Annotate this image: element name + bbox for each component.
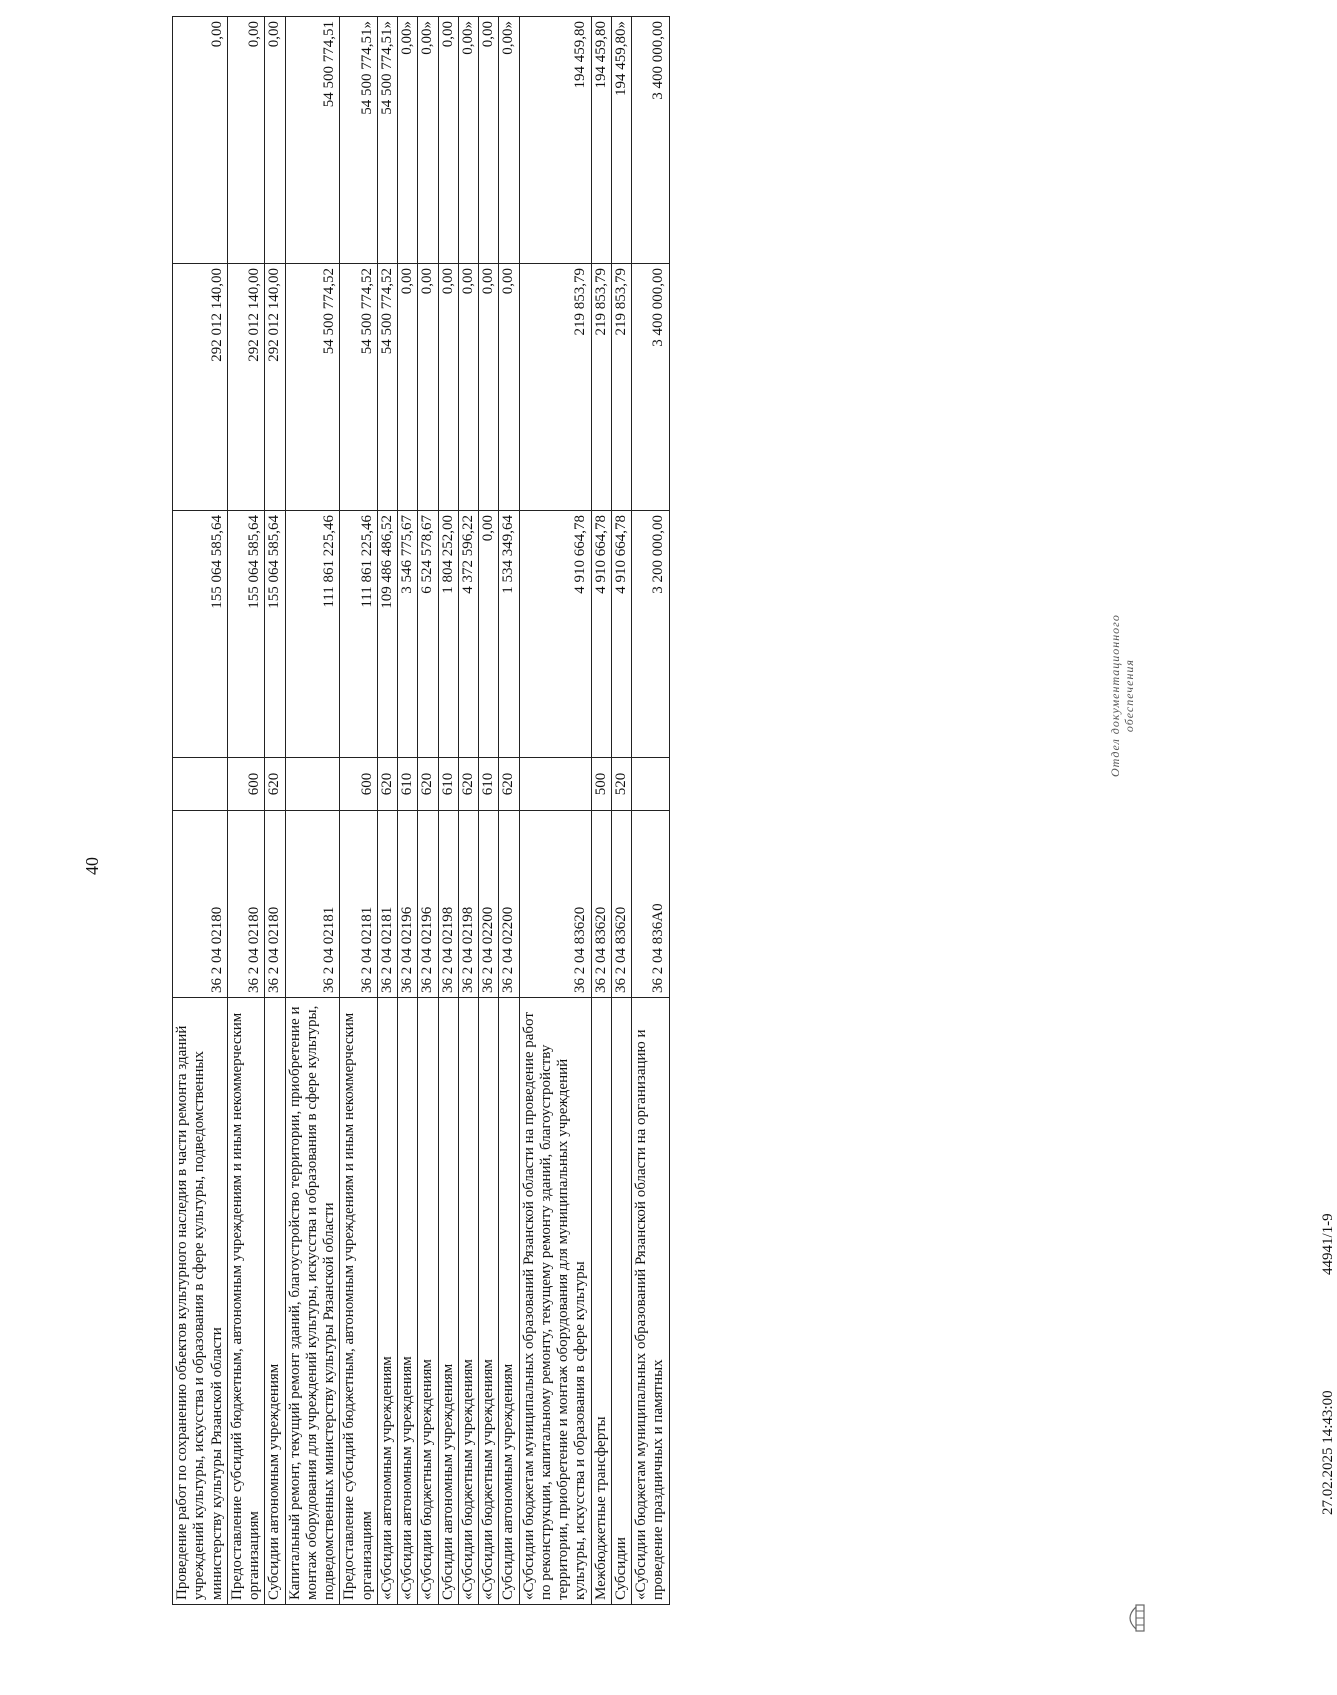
- row-name-cell: Субсидии: [611, 998, 631, 1605]
- department-stamp: [1108, 614, 1137, 777]
- row-value-3-cell: 3 400 000,00: [632, 17, 670, 264]
- row-value-2-cell: 219 853,79: [611, 264, 631, 511]
- row-type-cell: 610: [438, 758, 458, 811]
- row-value-3-cell: 194 459,80: [591, 17, 611, 264]
- row-value-1-cell: 6 524 578,67: [418, 511, 438, 758]
- row-value-1-cell: 111 861 225,46: [340, 511, 378, 758]
- row-name-cell: Предоставление субсидий бюджетным, автономным учреждениям и иным некоммерческим организациям: [340, 998, 378, 1605]
- row-type-cell: 600: [340, 758, 378, 811]
- row-value-1-cell: 4 910 664,78: [591, 511, 611, 758]
- row-code-cell: 36 2 04 02200: [479, 811, 499, 998]
- row-type-cell: 620: [418, 758, 438, 811]
- row-code-cell: 36 2 04 83620: [519, 811, 591, 998]
- row-type-cell: 620: [458, 758, 478, 811]
- row-value-1-cell: 111 861 225,46: [285, 511, 340, 758]
- row-value-2-cell: 0,00: [499, 264, 519, 511]
- row-code-cell: 36 2 04 02196: [418, 811, 438, 998]
- row-value-1-cell: 4 910 664,78: [611, 511, 631, 758]
- table-row: [377, 17, 397, 1605]
- row-value-1-cell: 3 200 000,00: [632, 511, 670, 758]
- row-value-1-cell: 3 546 775,67: [398, 511, 418, 758]
- table-row: [418, 17, 438, 1605]
- row-code-cell: 36 2 04 83620: [611, 811, 631, 998]
- emblem-icon: [1122, 1601, 1148, 1635]
- table-row: [519, 17, 591, 1605]
- row-value-1-cell: 1 804 252,00: [438, 511, 458, 758]
- row-type-cell: 620: [499, 758, 519, 811]
- row-value-3-cell: 0,00»: [458, 17, 478, 264]
- row-value-3-cell: 194 459,80: [519, 17, 591, 264]
- row-value-3-cell: 54 500 774,51»: [340, 17, 378, 264]
- row-value-1-cell: 4 910 664,78: [519, 511, 591, 758]
- table-row: [479, 17, 499, 1605]
- row-value-3-cell: 54 500 774,51: [285, 17, 340, 264]
- row-value-3-cell: 54 500 774,51»: [377, 17, 397, 264]
- table-row: [591, 17, 611, 1605]
- row-name-cell: «Субсидии бюджетам муниципальных образований Рязанской области на организацию и проведение праздничных и памятных: [632, 998, 670, 1605]
- row-type-cell: 500: [591, 758, 611, 811]
- row-code-cell: 36 2 04 02181: [377, 811, 397, 998]
- row-value-1-cell: 155 064 585,64: [265, 511, 285, 758]
- row-value-2-cell: 292 012 140,00: [173, 264, 228, 511]
- row-value-2-cell: 0,00: [418, 264, 438, 511]
- table-row: [632, 17, 670, 1605]
- stamp-line-1: Отдел документационного: [1108, 614, 1122, 777]
- table-row: [285, 17, 340, 1605]
- row-type-cell: 600: [227, 758, 265, 811]
- row-type-cell: 620: [377, 758, 397, 811]
- row-name-cell: «Субсидии бюджетным учреждениям: [479, 998, 499, 1605]
- table-row: [398, 17, 418, 1605]
- row-type-cell: 620: [265, 758, 285, 811]
- row-value-2-cell: 219 853,79: [519, 264, 591, 511]
- row-code-cell: 36 2 04 836А0: [632, 811, 670, 998]
- row-value-3-cell: 0,00: [438, 17, 458, 264]
- row-type-cell: [632, 758, 670, 811]
- row-value-1-cell: 0,00: [479, 511, 499, 758]
- row-type-cell: 610: [479, 758, 499, 811]
- row-value-3-cell: 0,00»: [398, 17, 418, 264]
- row-value-2-cell: 219 853,79: [591, 264, 611, 511]
- row-name-cell: «Субсидии автономным учреждениям: [398, 998, 418, 1605]
- row-name-cell: «Субсидии бюджетам муниципальных образований Рязанской области на проведение работ по реконструкции, капитальному ремонту, текущему ремонту зданий, благоустройству территории, приобретение и монтаж оборудования для муниципальных учреждений культуры, искусства и образования в сфере культуры: [519, 998, 591, 1605]
- row-type-cell: 520: [611, 758, 631, 811]
- row-value-3-cell: 0,00: [227, 17, 265, 264]
- stamp-line-2: обеспечения: [1122, 659, 1137, 733]
- table-row: [227, 17, 265, 1605]
- row-value-1-cell: 4 372 596,22: [458, 511, 478, 758]
- row-value-2-cell: 292 012 140,00: [227, 264, 265, 511]
- row-value-1-cell: 155 064 585,64: [173, 511, 228, 758]
- row-name-cell: Капитальный ремонт, текущий ремонт зданий, благоустройство территории, приобретение и монтаж оборудования для учреждений культуры, искусства и образования в сфере культуры, подведомственных министерству культуры Рязанской области: [285, 998, 340, 1605]
- row-value-2-cell: 0,00: [479, 264, 499, 511]
- row-value-3-cell: 0,00: [173, 17, 228, 264]
- row-name-cell: Субсидии автономным учреждениям: [265, 998, 285, 1605]
- row-name-cell: Межбюджетные трансферты: [591, 998, 611, 1605]
- row-code-cell: 36 2 04 83620: [591, 811, 611, 998]
- table-row: [265, 17, 285, 1605]
- row-name-cell: Предоставление субсидий бюджетным, автономным учреждениям и иным некоммерческим организациям: [227, 998, 265, 1605]
- row-code-cell: 36 2 04 02198: [438, 811, 458, 998]
- row-code-cell: 36 2 04 02198: [458, 811, 478, 998]
- row-value-3-cell: 194 459,80»: [611, 17, 631, 264]
- row-value-3-cell: 0,00: [265, 17, 285, 264]
- row-value-1-cell: 109 486 486,52: [377, 511, 397, 758]
- row-value-3-cell: 0,00: [479, 17, 499, 264]
- row-name-cell: Субсидии автономным учреждениям: [499, 998, 519, 1605]
- row-name-cell: «Субсидии бюджетным учреждениям: [418, 998, 438, 1605]
- footer-datetime: 27.02.2025 14:43:00: [1320, 1390, 1336, 1515]
- row-type-cell: [173, 758, 228, 811]
- row-code-cell: 36 2 04 02181: [340, 811, 378, 998]
- row-name-cell: Проведение работ по сохранению объектов культурного наследия в части ремонта зданий учреждений культуры, искусства и образования в сфере культуры, подведомственных министерству культуры Рязанской области: [173, 998, 228, 1605]
- row-value-2-cell: 292 012 140,00: [265, 264, 285, 511]
- table-row: [611, 17, 631, 1605]
- row-value-2-cell: 3 400 000,00: [632, 264, 670, 511]
- row-type-cell: 610: [398, 758, 418, 811]
- row-value-2-cell: 0,00: [398, 264, 418, 511]
- row-code-cell: 36 2 04 02180: [265, 811, 285, 998]
- row-code-cell: 36 2 04 02200: [499, 811, 519, 998]
- row-value-3-cell: 0,00»: [499, 17, 519, 264]
- row-code-cell: 36 2 04 02180: [173, 811, 228, 998]
- table-row: [438, 17, 458, 1605]
- row-name-cell: Субсидии автономным учреждениям: [438, 998, 458, 1605]
- row-value-1-cell: 1 534 349,64: [499, 511, 519, 758]
- row-value-3-cell: 0,00»: [418, 17, 438, 264]
- row-value-2-cell: 0,00: [458, 264, 478, 511]
- row-value-2-cell: 54 500 774,52: [340, 264, 378, 511]
- row-code-cell: 36 2 04 02180: [227, 811, 265, 998]
- page-number: 40: [82, 857, 102, 875]
- row-type-cell: [519, 758, 591, 811]
- budget-table: [172, 16, 670, 1605]
- row-value-2-cell: 54 500 774,52: [285, 264, 340, 511]
- row-code-cell: 36 2 04 02196: [398, 811, 418, 998]
- row-type-cell: [285, 758, 340, 811]
- table-row: [458, 17, 478, 1605]
- row-name-cell: «Субсидии бюджетным учреждениям: [458, 998, 478, 1605]
- table-row: [340, 17, 378, 1605]
- row-value-1-cell: 155 064 585,64: [227, 511, 265, 758]
- footer-doc-number: 44941/1-9: [1320, 1213, 1336, 1275]
- table-row: [499, 17, 519, 1605]
- row-value-2-cell: 54 500 774,52: [377, 264, 397, 511]
- table-row: [173, 17, 228, 1605]
- row-value-2-cell: 0,00: [438, 264, 458, 511]
- row-code-cell: 36 2 04 02181: [285, 811, 340, 998]
- row-name-cell: «Субсидии автономным учреждениям: [377, 998, 397, 1605]
